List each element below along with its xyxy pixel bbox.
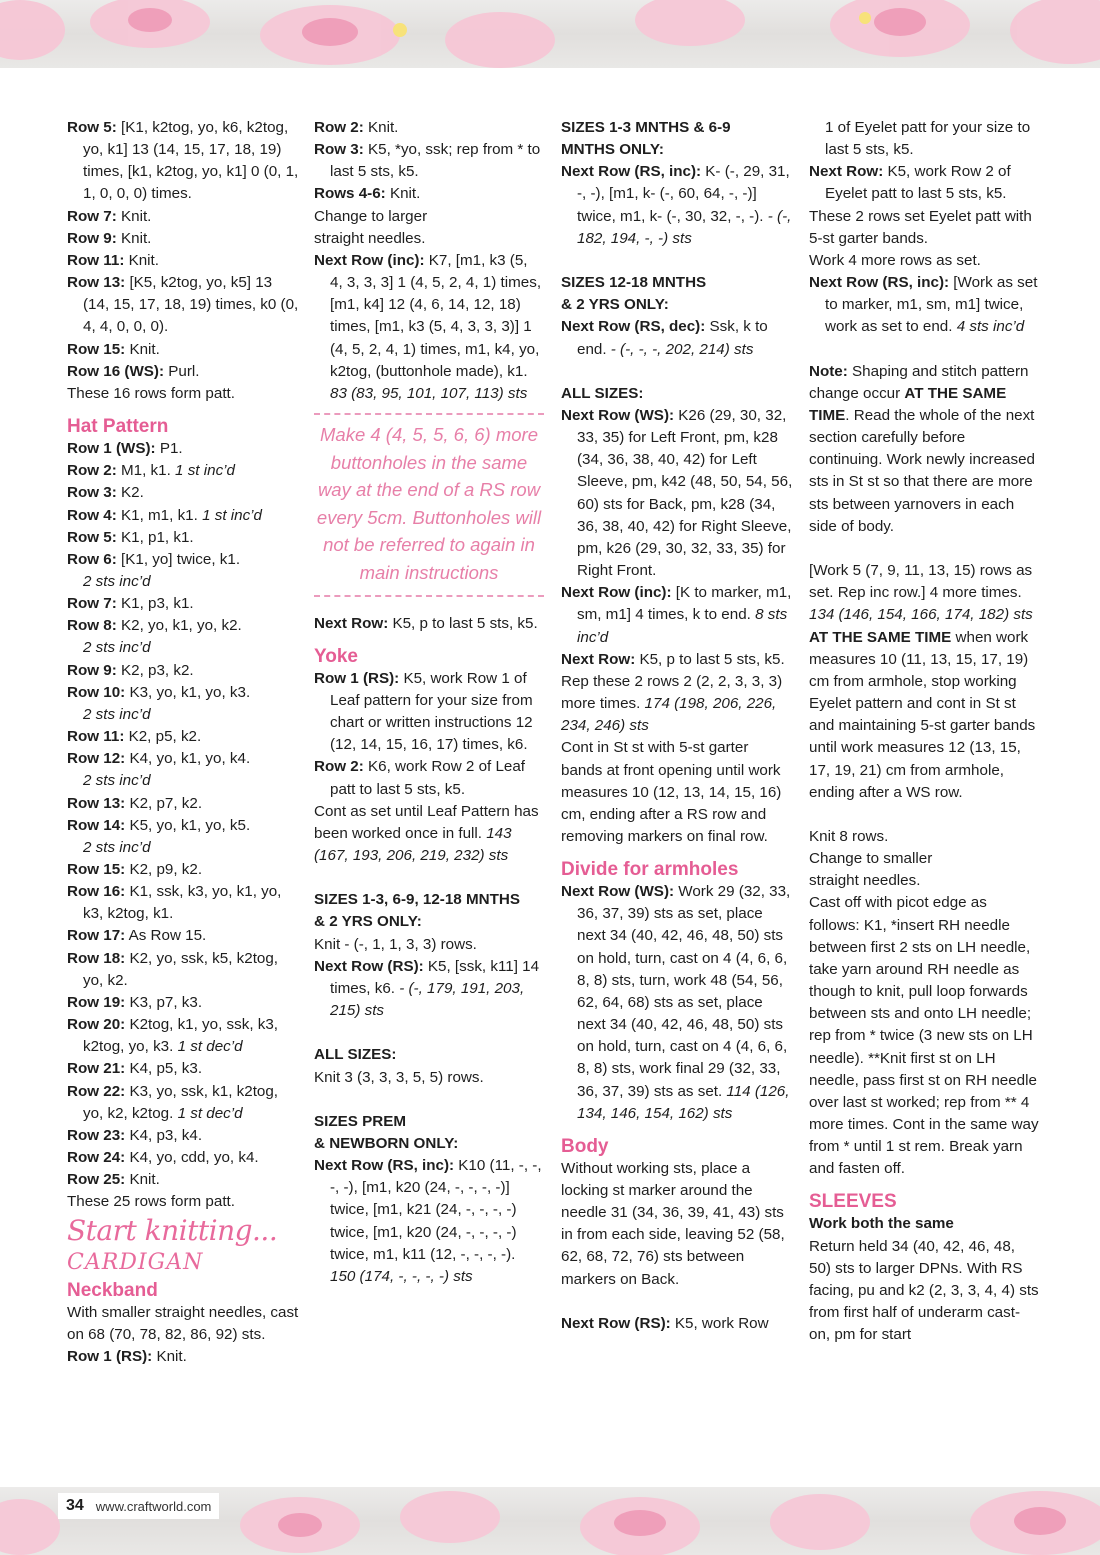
paragraph: AT THE SAME TIME when work measures 10 (11, 13, 15, 17, 19) cm from armhole, stop working Eyelet pattern and cont in St st and maintaining 5-st garter bands until work measures 12 (13, 15, 17, 19, 21) cm from armhole, ending after a WS row. xyxy=(809,628,1036,801)
section-heading-yoke: Yoke xyxy=(314,645,359,667)
pattern-row: Row 7: Knit. xyxy=(67,207,152,225)
pattern-row: Row 1 (WS): P1. xyxy=(67,440,183,458)
pattern-row: Row 11: K2, p5, k2. xyxy=(67,728,202,746)
pattern-row: Row 3: K2. xyxy=(67,484,144,502)
paragraph: 1 of Eyelet patt for your size to last 5 sts, k5. xyxy=(825,119,1031,159)
pattern-row: Row 13: [K5, k2tog, yo, k5] 13 (14, 15, 17, 18, 19) times, k0 (0, 4, 4, 0, 0, 0). xyxy=(67,274,299,336)
stitch-count: 2 sts inc’d xyxy=(83,772,151,790)
section-heading-body: Body xyxy=(561,1135,609,1157)
size-heading: ALL SIZES: xyxy=(314,1046,397,1064)
pattern-row: Next Row: K5, p to last 5 sts, k5. xyxy=(561,650,785,668)
pattern-row: Next Row (WS): Work 29 (32, 33, 36, 37, 39) sts as set, place next 34 (40, 42, 46, 48, 50) sts on hold, turn, cast on 4 (4, 6, 6, 8, 8) sts, turn, work 48 (54, 56, 62, 64, 68) sts as set, place next 34 (40, 42, 46, 48, 50) sts on hold, turn, cast on 4 (4, 6, 6, 8, 8) sts, work final 29 (32, 33, 36, 37, 39) sts as set. 114 (126, 134, 146, 154, 162) sts xyxy=(561,883,791,1122)
pattern-row: Row 19: K3, p7, k3. xyxy=(67,993,203,1011)
pattern-row: Row 12: K4, yo, k1, yo, k4. xyxy=(67,750,251,768)
pattern-row: Next Row: K5, work Row 2 of Eyelet patt to last 5 sts, k5. xyxy=(809,163,1011,203)
subheading: Work both the same xyxy=(809,1215,954,1233)
pattern-row: Row 1 (RS): Knit. xyxy=(67,1347,187,1365)
page-number: 34 xyxy=(66,1497,84,1514)
size-heading: & NEWBORN ONLY: xyxy=(314,1134,459,1152)
start-knitting-heading: Start knitting... xyxy=(67,1213,278,1247)
pattern-row: Next Row (RS): K5, [ssk, k11] 14 times, k6. - (-, 179, 191, 203, 215) sts xyxy=(314,957,540,1020)
pattern-row: Row 5: [K1, k2tog, yo, k6, k2tog, yo, k1] 13 (14, 15, 17, 18, 19) times, [k1, k2tog, yo, k1] 0 (0, 1, 1, 0, 0, 0) times. xyxy=(67,119,299,203)
pattern-row: Row 24: K4, yo, cdd, yo, k4. xyxy=(67,1149,259,1167)
paragraph: Knit 3 (3, 3, 3, 5, 5) rows. xyxy=(314,1068,484,1086)
size-heading: SIZES PREM xyxy=(314,1112,406,1130)
pattern-row: Row 13: K2, p7, k2. xyxy=(67,794,203,812)
pattern-row: Row 17: As Row 15. xyxy=(67,927,207,945)
pattern-row: Row 1 (RS): K5, work Row 1 of Leaf pattern for your size from chart or written instructions 12 (12, 14, 15, 16, 17) times, k6. xyxy=(314,669,533,754)
pattern-row: Next Row (RS, dec): Ssk, k to end. - (-, -, -, 202, 214) sts xyxy=(561,318,768,358)
column-4 xyxy=(809,117,1041,1346)
paragraph: straight needles. xyxy=(809,872,921,890)
website-url: www.craftworld.com xyxy=(95,1498,212,1514)
note-paragraph: Note: Shaping and stitch pattern change occur AT THE SAME TIME. Read the whole of the next section carefully before continuing. Work newly increased sts in St st so that there are more sts between yarnovers in each side of body. xyxy=(809,362,1035,535)
size-heading: & 2 YRS ONLY: xyxy=(314,913,422,931)
paragraph: straight needles. xyxy=(314,229,426,247)
stitch-count: 2 sts inc’d xyxy=(83,572,151,590)
pattern-row: Row 9: Knit. xyxy=(67,229,152,247)
pattern-row: Next Row (RS, inc): K- (-, 29, 31, -, -), [m1, k- (-, 60, 64, -, -)] twice, m1, k- (-, 30, 32, -, -). - (-, 182, 194, -, -) sts xyxy=(561,163,792,247)
pattern-row: Row 16: K1, ssk, k3, yo, k1, yo, k3, k2tog, k1. xyxy=(67,883,282,923)
paragraph: These 16 rows form patt. xyxy=(67,384,235,402)
peony-flowers-illustration xyxy=(0,0,1100,68)
section-heading-sleeves: SLEEVES xyxy=(809,1191,897,1213)
pattern-row: Row 7: K1, p3, k1. xyxy=(67,595,194,613)
paragraph: Knit 8 rows. xyxy=(809,827,889,845)
pattern-row: Next Row (inc): [K to marker, m1, sm, m1] 4 times, k to end. 8 sts inc’d xyxy=(561,584,792,646)
paragraph: Cont in St st with 5-st garter bands at front opening until work measures 10 (12, 13, 14, 15, 16) cm, ending after a RS row and removing markers on final row. xyxy=(561,739,782,845)
pattern-row: Row 18: K2, yo, ssk, k5, k2tog, yo, k2. xyxy=(67,949,279,989)
paragraph: Cast off with picot edge as follows: K1, *insert RH needle between first 2 sts on LH needle, take yarn around RH needle as though to knit, pull loop forwards between sts and onto LH needle; rep from * twice (3 new sts on LH needle). **Knit first st on LH needle, pass first st on RH needle over last st worked; rep from ** 4 more times. Cont in the same way from * until 1 st rem. Break yarn and fasten off. xyxy=(809,894,1039,1178)
pattern-row: Row 15: Knit. xyxy=(67,340,160,358)
paragraph: Change to larger xyxy=(314,207,428,225)
pattern-row: Next Row (WS): K26 (29, 30, 32, 33, 35) for Left Front, pm, k28 (34, 36, 38, 40, 42) for Left Sleeve, pm, k42 (48, 50, 54, 56, 60) sts for Back, pm, k28 (34, 36, 38, 40, 42) for Right Sleeve, pm, k26 (29, 30, 32, 33, 35) for Right Front. xyxy=(561,407,793,580)
paragraph: Without working sts, place a locking st marker around the needle 31 (34, 36, 39, 41, 43) sts in from each side, leaving 52 (58, 62, 68, 72, 76) sts between markers on Back. xyxy=(561,1159,785,1288)
paragraph: Return held 34 (40, 42, 46, 48, 50) sts to larger DPNs. With RS facing, pu and k2 (2, 3, 3, 4, 4) sts from first half of underarm cast-on, pm for start xyxy=(809,1237,1039,1344)
cardigan-heading: CARDIGAN xyxy=(67,1249,204,1275)
pattern-row: Row 14: K5, yo, k1, yo, k5. xyxy=(67,816,251,834)
pattern-row: Row 4: K1, m1, k1. 1 st inc’d xyxy=(67,506,262,524)
page-footer xyxy=(58,1493,219,1519)
stitch-count: 2 sts inc’d xyxy=(83,639,151,657)
pattern-row: Row 8: K2, yo, k1, yo, k2. xyxy=(67,617,242,635)
column-2 xyxy=(314,117,544,1288)
pattern-row: Next Row (RS): K5, work Row xyxy=(561,1314,769,1332)
pattern-row: Row 2: K6, work Row 2 of Leaf patt to last 5 sts, k5. xyxy=(314,758,526,798)
size-heading: SIZES 1-3 MNTHS & 6-9 xyxy=(561,119,731,136)
pattern-row: Row 20: K2tog, k1, yo, ssk, k3, k2tog, yo, k3. 1 st dec’d xyxy=(67,1016,279,1056)
pattern-row: Row 21: K4, p5, k3. xyxy=(67,1060,203,1078)
pattern-row: Row 3: K5, *yo, ssk; rep from * to last 5 sts, k5. xyxy=(314,141,541,181)
pattern-row: Row 9: K2, p3, k2. xyxy=(67,661,194,679)
size-heading: ALL SIZES: xyxy=(561,384,644,402)
paragraph: Work 4 more rows as set. xyxy=(809,251,981,269)
section-heading-divide-armholes: Divide for armholes xyxy=(561,859,739,881)
size-heading: SIZES 12-18 MNTHS xyxy=(561,274,707,292)
header-flower-band xyxy=(0,0,1100,68)
paragraph: With smaller straight needles, cast on 68 (70, 78, 82, 86, 92) sts. xyxy=(67,1303,299,1343)
paragraph: These 2 rows set Eyelet patt with 5-st garter bands. xyxy=(809,207,1032,247)
pattern-row: Next Row: K5, p to last 5 sts, k5. xyxy=(314,614,538,632)
pattern-row: Rows 4-6: Knit. xyxy=(314,185,421,203)
size-heading: SIZES 1-3, 6-9, 12-18 MNTHS xyxy=(314,891,520,909)
paragraph: Change to smaller xyxy=(809,850,933,868)
paragraph: Rep these 2 rows 2 (2, 2, 3, 3, 3) more times. 174 (198, 206, 226, 234, 246) sts xyxy=(561,672,783,735)
stitch-count: 2 sts inc’d xyxy=(83,838,151,856)
size-heading: MNTHS ONLY: xyxy=(561,141,664,159)
pattern-row: Next Row (RS, inc): K10 (11, -, -, -, -), [m1, k20 (24, -, -, -, -)] twice, [m1, k21 (24, -, -, -, -) twice, [m1, k20 (24, -, -, -, -) twice, m1, k11 (12, -, -, -, -). 150 (174, -, -, -, -) sts xyxy=(314,1157,542,1285)
section-heading-hat-pattern: Hat Pattern xyxy=(67,416,169,438)
stitch-count: 2 sts inc’d xyxy=(83,705,151,723)
pattern-row: Row 23: K4, p3, k4. xyxy=(67,1126,203,1144)
pattern-row: Row 25: Knit. xyxy=(67,1171,160,1189)
section-heading-neckband: Neckband xyxy=(67,1279,158,1301)
pattern-row: Row 10: K3, yo, k1, yo, k3. xyxy=(67,683,251,701)
pattern-row: Next Row (inc): K7, [m1, k3 (5, 4, 3, 3, 3] 1 (4, 5, 2, 4, 1) times, [m1, k4] 12 (4, 6, 14, 12, 18) times, [m1, k3 (5, 4, 3, 3, 3)] 1 (4, 5, 2, 4, 1) times, m1, k4, yo, k2tog, (buttonhole made), k1. 83 (83, 95, 101, 107, 113) sts xyxy=(314,251,542,402)
column-3 xyxy=(561,117,793,1335)
paragraph: These 25 rows form patt. xyxy=(67,1193,235,1211)
pattern-row: Row 16 (WS): Purl. xyxy=(67,362,200,380)
pattern-row: Row 2: M1, k1. 1 st inc’d xyxy=(67,462,235,480)
pattern-row: Next Row (RS, inc): [Work as set to marker, m1, sm, m1] twice, work as set to end. 4 sts inc’d xyxy=(809,274,1038,336)
size-heading: & 2 YRS ONLY: xyxy=(561,296,669,314)
pattern-row: Row 5: K1, p1, k1. xyxy=(67,528,194,546)
pattern-row: Row 15: K2, p9, k2. xyxy=(67,861,203,878)
buttonhole-tip-box: Make 4 (4, 5, 5, 6, 6) more buttonholes in the same way at the end of a RS row every 5cm. Buttonholes will not be referred to again in main instructions xyxy=(314,413,544,597)
pattern-row: Row 2: Knit. xyxy=(314,119,399,136)
paragraph: Cont as set until Leaf Pattern has been worked once in full. 143 (167, 193, 206, 219, 232) sts xyxy=(314,802,539,864)
paragraph: [Work 5 (7, 9, 11, 13, 15) rows as set. Rep inc row.] 4 more times. 134 (146, 154, 166, 174, 182) sts xyxy=(809,562,1033,624)
pattern-row: Row 11: Knit. xyxy=(67,251,160,269)
pattern-row: Row 6: [K1, yo] twice, k1. xyxy=(67,550,241,568)
column-1 xyxy=(67,117,299,1368)
paragraph: Knit - (-, 1, 1, 3, 3) rows. xyxy=(314,935,477,953)
pattern-row: Row 22: K3, yo, ssk, k1, k2tog, yo, k2, k2tog. 1 st dec’d xyxy=(67,1082,279,1122)
